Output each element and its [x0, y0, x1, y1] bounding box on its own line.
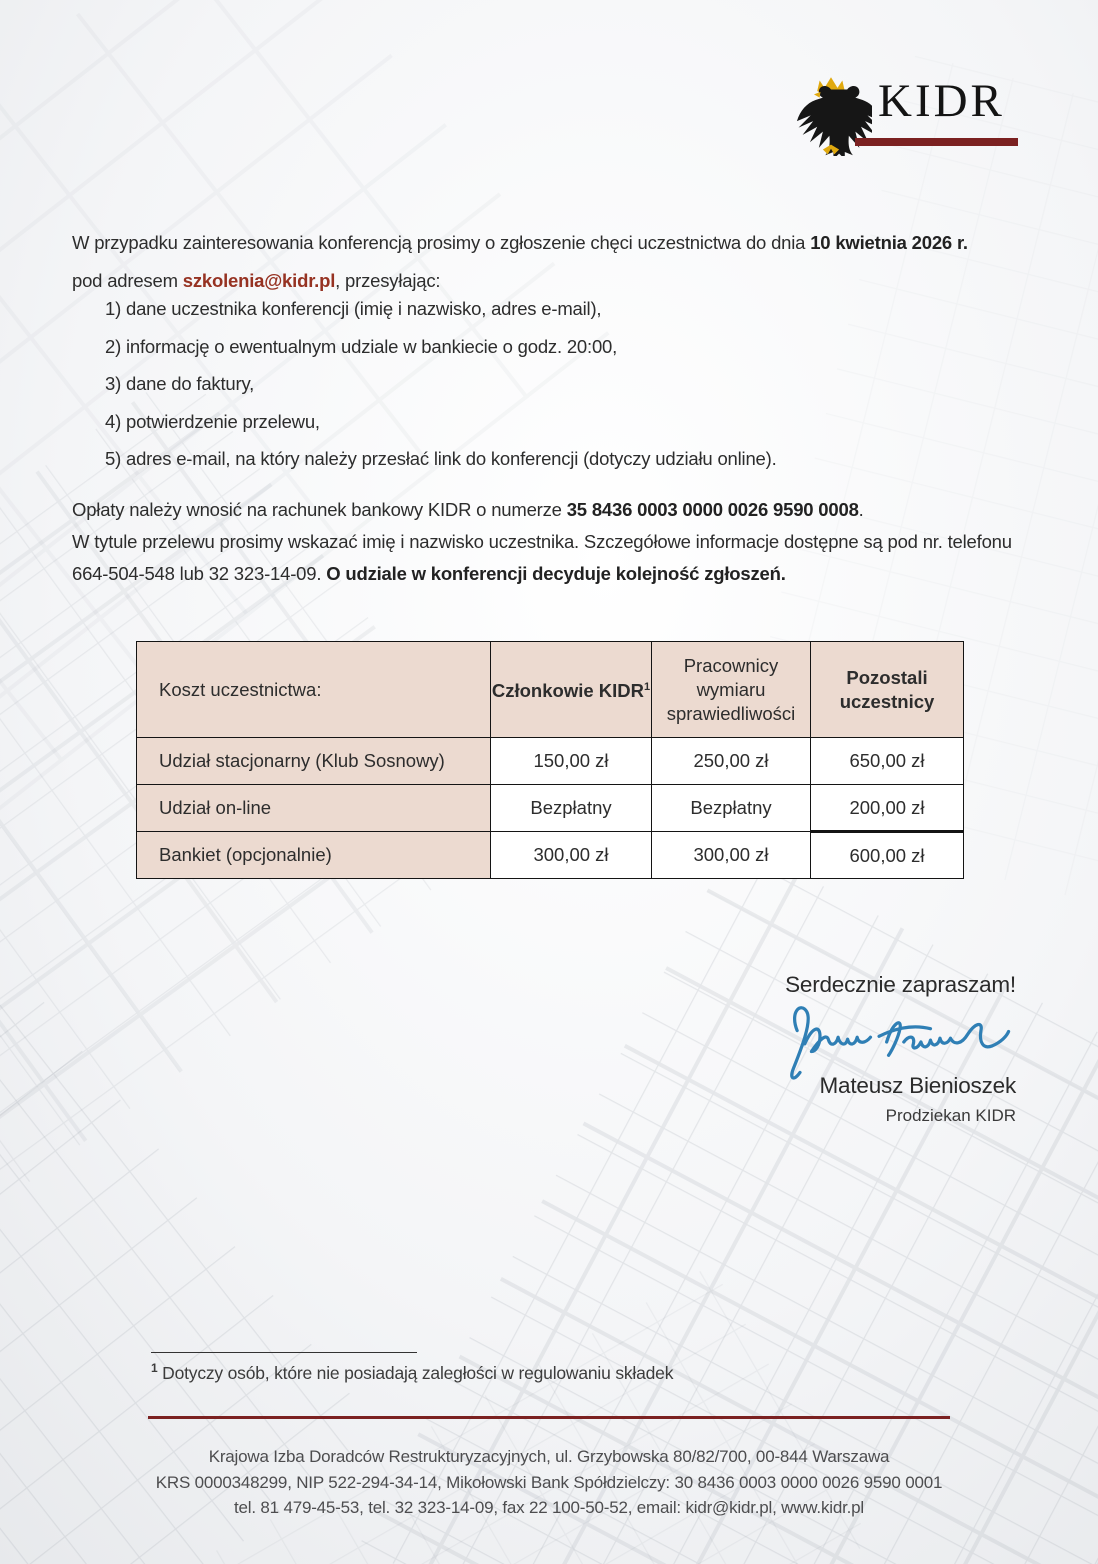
intro-text: W przypadku zainteresowania konferencją prosimy o zgłoszenie chęci uczestnictwa do dnia [72, 232, 811, 253]
row-label: Udział on-line [137, 785, 491, 832]
table-row [137, 832, 964, 879]
list-item: 3) dane do faktury, [105, 373, 255, 394]
intro-line2-prefix: pod adresem [72, 270, 183, 291]
payment-info: W tytule przelewu prosimy wskazać imię i nazwisko uczestnika. Szczegółowe informacje dostępne są pod nr. telefonu [72, 531, 1012, 552]
order-notice: O udziale w konferencji decyduje kolejność zgłoszeń. [326, 563, 786, 584]
price-cell: 600,00 zł [811, 832, 964, 879]
table-row [137, 738, 964, 785]
row-label: Bankiet (opcjonalnie) [137, 832, 491, 879]
closing-block [0, 972, 1016, 1126]
header-members: Członkowie KIDR$^1$ [491, 642, 652, 738]
deadline-date: 10 kwietnia 2026 r. [810, 232, 968, 253]
price-cell: 150,00 zł [491, 738, 652, 785]
footnote-reference: 1 [644, 681, 651, 694]
footnote-block [151, 1352, 851, 1384]
list-item: 1) dane uczestnika konferencji (imię i nazwisko, adres e-mail), [105, 298, 602, 319]
footer-block [0, 1444, 1098, 1521]
logo-accent-bar [855, 138, 1018, 146]
registration-requirements-list [105, 290, 1005, 478]
salutation: Serdecznie zapraszam! [785, 972, 1016, 997]
footer-registration: KRS 0000348299, NIP 522-294-34-14, Mikołowski Bank Spółdzielczy: 30 8436 0003 0000 0026 9590 0001 [155, 1472, 943, 1492]
list-item: 5) adres e-mail, na który należy przesłać link do konferencji (dotyczy udziału online). [105, 448, 777, 469]
price-cell: 300,00 zł [652, 832, 811, 879]
footnote-separator [151, 1352, 417, 1353]
price-cell: 200,00 zł [811, 785, 964, 832]
price-cell: 250,00 zł [652, 738, 811, 785]
header-others: Pozostali uczestnicy [811, 642, 964, 738]
participation-cost-table [136, 641, 964, 879]
footer-separator [148, 1416, 950, 1419]
kidr-wordmark: KIDR [878, 75, 1005, 127]
header-cost: Koszt uczestnictwa: [137, 642, 491, 738]
list-item: 2) informację o ewentualnym udziale w bankiecie o godz. 20:00, [105, 335, 618, 357]
price-cell: 300,00 zł [491, 832, 652, 879]
footnote-mark: 1 [151, 1361, 158, 1375]
price-cell: Bezpłatny [491, 785, 652, 832]
table-row [137, 785, 964, 832]
signer-name: Mateusz Bienioszek [819, 1073, 1016, 1098]
price-cell: Bezpłatny [652, 785, 811, 832]
bank-account-number: 35 8436 0003 0000 0026 9590 0008 [566, 499, 859, 520]
footer-contact: tel. 81 479-45-53, tel. 32 323-14-09, fax 22 100-50-52, email: kidr@kidr.pl, www.kidr.pl [234, 1498, 864, 1517]
registration-email-link[interactable]: szkolenia@kidr.pl [182, 270, 336, 291]
header-justice-staff: Pracownicy wymiaru sprawiedliwości [652, 642, 811, 738]
intro-paragraph [72, 224, 1030, 300]
handwritten-signature [784, 1002, 1016, 1082]
list-item: 4) potwierdzenie przelewu, [105, 410, 320, 432]
signer-title: Prodziekan KIDR [885, 1106, 1016, 1125]
table-header-row [137, 642, 964, 738]
intro-line2-suffix: , przesyłając: [335, 270, 441, 291]
price-cell: 650,00 zł [811, 738, 964, 785]
kidr-logo [0, 66, 1098, 166]
row-label: Udział stacjonarny (Klub Sosnowy) [137, 738, 491, 785]
payment-text: Opłaty należy wnosić na rachunek bankowy KIDR o numerze [72, 499, 567, 520]
payment-paragraph: Opłaty należy wnosić na rachunek bankowy KIDR o numerze 35 8436 0003 0000 0026 9590 0008. W tytule przelewu prosimy wskazać imię i nazwisko uczestnika. Szczegółowe informacje dostępne są pod nr. telefonu 664-504-548 lub 32 323-14-09. O udziale w konferencji decyduje kolejność zgłoszeń. [72, 499, 1012, 584]
phone-numbers: 664-504-548 lub 32 323-14-09. [72, 563, 327, 584]
footnote-text: $^1$ Dotyczy osób, które nie posiadają zaległości w regulowaniu składek [151, 1361, 674, 1383]
footer-address: Krajowa Izba Doradców Restrukturyzacyjnych, ul. Grzybowska 80/82/700, 00-844 Warszawa [208, 1447, 890, 1466]
